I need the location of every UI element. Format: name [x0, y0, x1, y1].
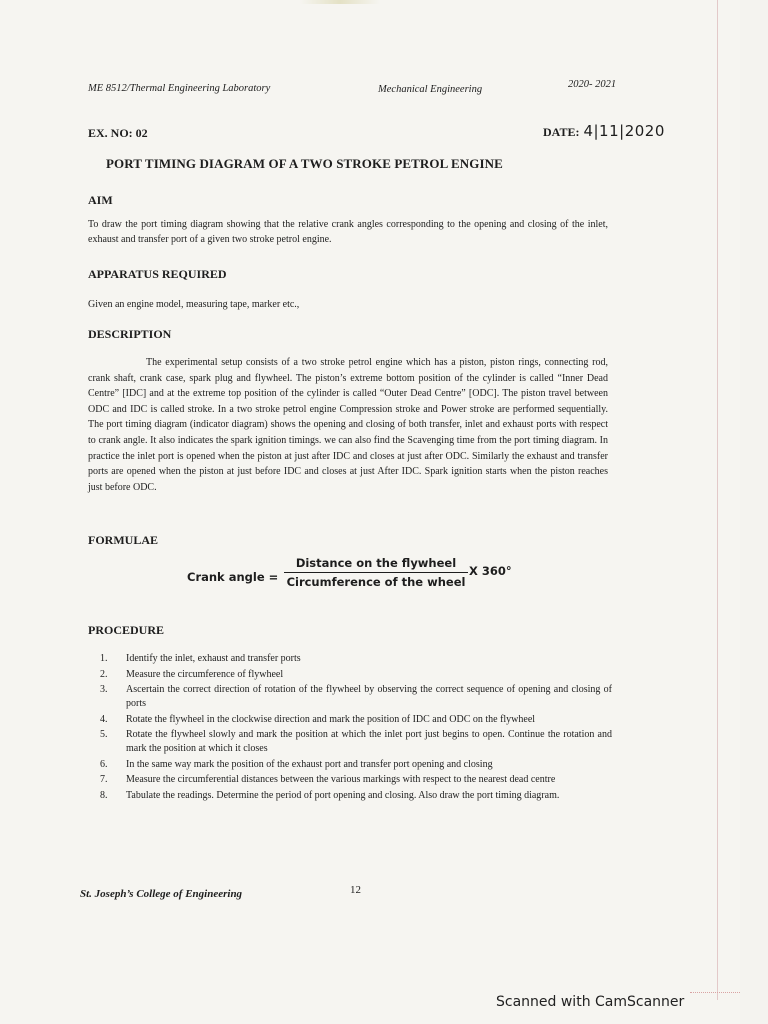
page-title: PORT TIMING DIAGRAM OF A TWO STROKE PETROL ENGINE	[106, 156, 503, 171]
header-course: ME 8512/Thermal Engineering Laboratory	[88, 83, 271, 94]
aim-heading: AIM	[88, 193, 113, 207]
procedure-heading: PROCEDURE	[88, 623, 165, 637]
formulae-heading: FORMULAE	[88, 533, 158, 547]
scan-edge-artifact	[690, 992, 740, 994]
exercise-number: EX. NO: 02	[88, 126, 148, 140]
procedure-step: 3. Ascertain the correct direction of rotation of the flywheel by observing the correct sequence of opening and closing of ports	[100, 684, 612, 709]
footer-college: St. Joseph’s College of Engineering	[80, 888, 243, 900]
procedure-step: 6. In the same way mark the position of the exhaust port and transfer port opening and closing	[100, 758, 493, 770]
page-number: 12	[350, 884, 361, 896]
procedure-step: 7. Measure the circumferential distances between the various markings with respect to the nearest dead centre	[100, 774, 556, 785]
header-department: Mechanical Engineering	[378, 84, 483, 95]
procedure-step: 4. Rotate the flywheel in the clockwise direction and mark the position of IDC and ODC on the flywheel	[100, 713, 536, 725]
procedure-step: 8. Tabulate the readings. Determine the period of port opening and closing. Also draw the port timing diagram.	[100, 789, 560, 801]
procedure-step: 1. Identify the inlet, exhaust and transfer ports	[100, 653, 301, 664]
date-value-handwritten: 4|11|2020	[583, 122, 665, 140]
procedure-step: 2. Measure the circumference of flywheel	[100, 668, 284, 680]
formula-numerator: Distance on the flywheel	[295, 556, 457, 570]
date-label: DATE:	[543, 125, 580, 139]
apparatus-text: Given an engine model, measuring tape, marker etc.,	[88, 299, 300, 310]
formula-fraction	[284, 556, 468, 589]
header-year: 2020- 2021	[568, 79, 617, 90]
formula-rhs: X 360°	[469, 564, 512, 578]
scan-artifact	[300, 0, 380, 4]
procedure-list	[100, 652, 612, 804]
description-text: The experimental setup consists of a two stroke petrol engine which has a piston, piston rings, connecting rod, crank shaft, crank case, spark plug and flywheel. The piston’s extreme bottom position of the cylinder is called “Inner Dead Centre” [IDC] and at the extreme top position of the cylinder is called “Outer Dead Centre” [ODC]. The piston travel between ODC and IDC is called stroke. In a two stroke petrol engine Compression stroke and Power stroke are performed sequentially. The port timing diagram (indicator diagram) shows the opening and closing of both transfer, inlet and exhaust ports with respect to crank angle. It also indicates the spark ignition timings. we can also find the Scavenging time from the port timing diagram. In practice the inlet port is opened when the piston at just after IDC and closes at just after ODC. Similarly the exhaust and transfer ports are opened when the piston at just before IDC and closes at just After IDC. Spark ignition starts when the piston reaches just before ODC.	[88, 357, 608, 493]
exercise-date	[543, 122, 665, 140]
formula-denominator: Circumference of the wheel	[286, 575, 466, 589]
page-edge-line	[717, 0, 718, 1000]
apparatus-heading: APPARATUS REQUIRED	[88, 267, 227, 281]
scanner-watermark: Scanned with CamScanner	[496, 994, 685, 1010]
procedure-step: 5. Rotate the flywheel slowly and mark the position at which the inlet port just begins to open. Continue the rotation and mark the position at which it closes	[100, 729, 612, 754]
formula-lhs: Crank angle =	[187, 570, 279, 584]
description-heading: DESCRIPTION	[88, 327, 172, 341]
aim-text: To draw the port timing diagram showing that the relative crank angles corresponding to the opening and closing of the inlet, exhaust and transfer port of a given two stroke petrol engine.	[88, 219, 608, 245]
